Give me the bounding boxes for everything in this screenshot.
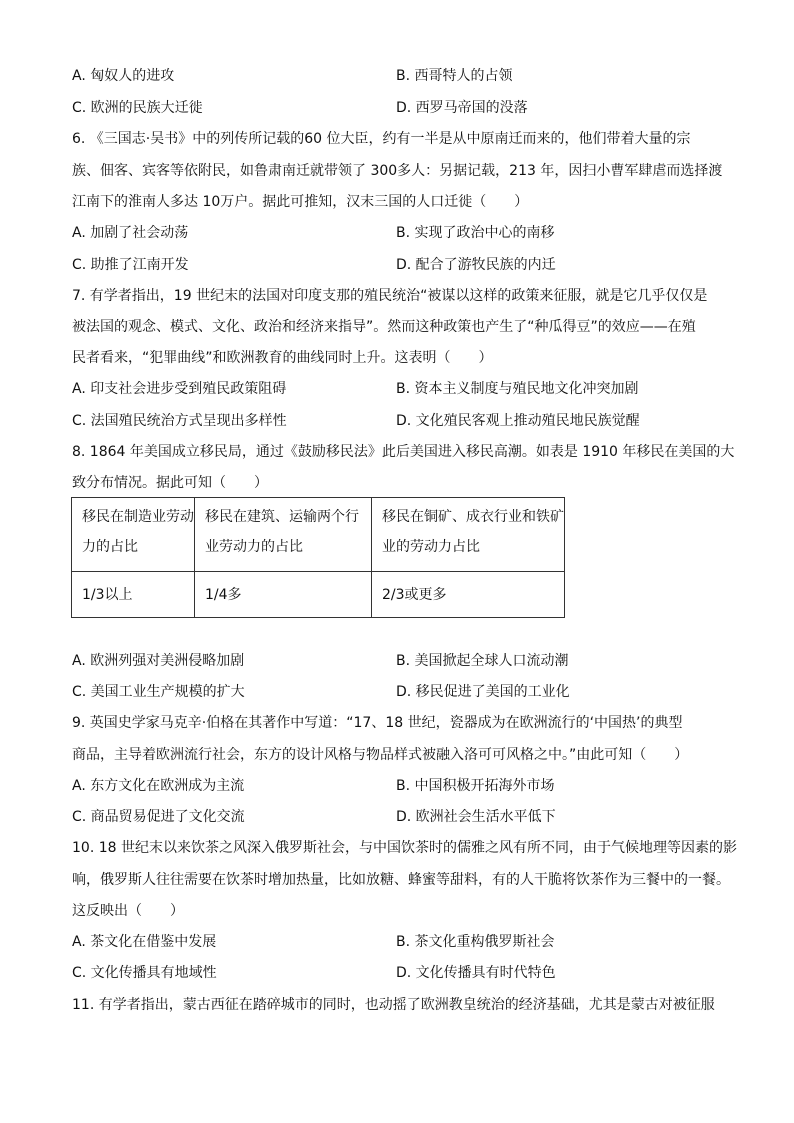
q5-option-a[interactable]: A. 匈奴人的进攻	[72, 68, 175, 84]
q10-option-b[interactable]: B. 茶文化重构俄罗斯社会	[396, 934, 555, 950]
table-cell: 1/4多	[195, 572, 372, 618]
q6-option-b[interactable]: B. 实现了政治中心的南移	[396, 225, 555, 241]
q6-option-a[interactable]: A. 加剧了社会动荡	[72, 225, 189, 241]
table-cell: 2/3或更多	[372, 572, 565, 618]
q11-stem-line-1: 11. 有学者指出，蒙古西征在踏碎城市的同时，也动摇了欧洲教皇统治的经济基础，尤其是蒙古对被征服	[72, 997, 715, 1013]
q5-option-d[interactable]: D. 西罗马帝国的没落	[396, 100, 528, 116]
q5-option-c[interactable]: C. 欧洲的民族大迁徙	[72, 100, 203, 116]
table-cell: 1/3以上	[72, 572, 195, 618]
table-header-cell: 移民在制造业劳动力的占比	[72, 498, 195, 572]
q7-stem-line-2: 被法国的观念、模式、文化、政治和经济来指导”。然而这种政策也产生了“种瓜得豆”的效应——在殖	[72, 319, 696, 335]
immigration-table	[71, 497, 565, 618]
q5-option-b[interactable]: B. 西哥特人的占领	[396, 68, 513, 84]
q8-option-c[interactable]: C. 美国工业生产规模的扩大	[72, 684, 245, 700]
q10-option-c[interactable]: C. 文化传播具有地域性	[72, 965, 217, 981]
q9-option-b[interactable]: B. 中国积极开拓海外市场	[396, 778, 555, 794]
q10-option-a[interactable]: A. 茶文化在借鉴中发展	[72, 934, 217, 950]
q8-stem-line-2: 致分布情况。据此可知（ ）	[72, 475, 268, 491]
q7-stem-line-3: 民者看来，“犯罪曲线”和欧洲教育的曲线同时上升。这表明（ ）	[72, 350, 493, 366]
table-row	[72, 572, 565, 618]
q6-option-c[interactable]: C. 助推了江南开发	[72, 257, 189, 273]
q7-option-a[interactable]: A. 印支社会进步受到殖民政策阻碍	[72, 381, 287, 397]
q7-option-b[interactable]: B. 资本主义制度与殖民地文化冲突加剧	[396, 381, 639, 397]
q6-option-d[interactable]: D. 配合了游牧民族的内迁	[396, 257, 556, 273]
q9-option-d[interactable]: D. 欧洲社会生活水平低下	[396, 809, 556, 825]
q8-option-a[interactable]: A. 欧洲列强对美洲侵略加剧	[72, 653, 245, 669]
q9-stem-line-1: 9. 英国史学家马克辛·伯格在其著作中写道：“17、18 世纪，瓷器成为在欧洲流行的‘中国热’的典型	[72, 715, 683, 731]
q9-option-c[interactable]: C. 商品贸易促进了文化交流	[72, 809, 245, 825]
q7-option-c[interactable]: C. 法国殖民统治方式呈现出多样性	[72, 413, 287, 429]
q10-stem-line-3: 这反映出（ ）	[72, 903, 184, 919]
table-header-cell: 移民在铜矿、成衣行业和铁矿业的劳动力占比	[372, 498, 565, 572]
q8-stem-line-1: 8. 1864 年美国成立移民局，通过《鼓励移民法》此后美国进入移民高潮。如表是 1910 年移民在美国的大	[72, 444, 735, 460]
q9-option-a[interactable]: A. 东方文化在欧洲成为主流	[72, 778, 245, 794]
q6-stem-line-3: 江南下的淮南人多达 10万户。据此可推知，汉末三国的人口迁徙（ ）	[72, 194, 529, 210]
q7-stem-line-1: 7. 有学者指出，19 世纪末的法国对印度支那的殖民统治“被谋以这样的政策来征服，就是它几乎仅仅是	[72, 288, 708, 304]
q10-stem-line-2: 响，俄罗斯人往往需要在饮茶时增加热量，比如放糖、蜂蜜等甜料，有的人干脆将饮茶作为三餐中的一餐。	[72, 872, 730, 888]
q6-stem-line-2: 族、佃客、宾客等依附民，如鲁肃南迁就带领了 300多人：另据记载，213 年，因扫小曹军肆虐而选择渡	[72, 163, 723, 179]
q8-option-d[interactable]: D. 移民促进了美国的工业化	[396, 684, 570, 700]
q9-stem-line-2: 商品，主导着欧洲流行社会，东方的设计风格与物品样式被融入洛可可风格之中。”由此可知（ ）	[72, 747, 689, 763]
q7-option-d[interactable]: D. 文化殖民客观上推动殖民地民族觉醒	[396, 413, 640, 429]
table-header-cell: 移民在建筑、运输两个行业劳动力的占比	[195, 498, 372, 572]
q10-option-d[interactable]: D. 文化传播具有时代特色	[396, 965, 556, 981]
q10-stem-line-1: 10. 18 世纪末以来饮茶之风深入俄罗斯社会，与中国饮茶时的儒雅之风有所不同，由于气候地理等因素的影	[72, 840, 737, 856]
q8-option-b[interactable]: B. 美国掀起全球人口流动潮	[396, 653, 569, 669]
q6-stem-line-1: 6. 《三国志·吴书》中的列传所记载的60 位大臣，约有一半是从中原南迁而来的，他们带着大量的宗	[72, 131, 691, 147]
table-header-row	[72, 498, 565, 572]
